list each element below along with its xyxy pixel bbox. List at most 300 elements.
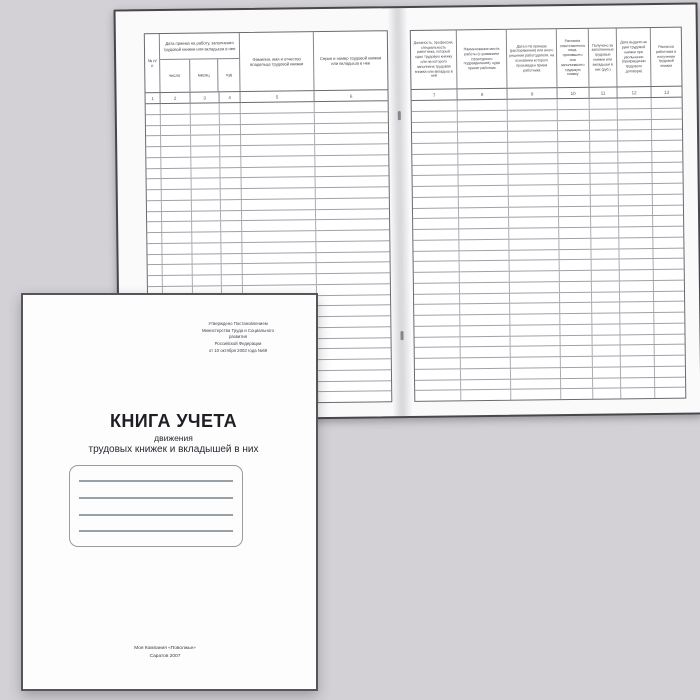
ledger-empty-cell — [147, 233, 162, 243]
ledger-empty-cell — [191, 136, 220, 146]
ledger-empty-cell — [461, 358, 511, 368]
ledger-empty-cell — [315, 123, 388, 134]
ledger-empty-cell — [461, 390, 511, 400]
ledger-empty-cell — [221, 254, 242, 264]
ledger-empty-cell — [220, 135, 241, 145]
ledger-empty-cell — [508, 153, 558, 163]
ledger-empty-cell — [460, 272, 510, 282]
approval-text — [193, 321, 283, 354]
ledger-empty-cell — [592, 303, 620, 313]
ledger-empty-cell — [560, 303, 592, 313]
ledger-empty-cell — [560, 314, 592, 324]
ledger-empty-cell — [315, 112, 388, 123]
ledger-empty-cell — [591, 195, 619, 205]
ledger-empty-cell — [162, 233, 192, 243]
ledger-empty-cell — [654, 259, 684, 269]
ledger-empty-cell — [412, 154, 458, 164]
ledger-empty-cell — [146, 169, 161, 179]
ledger-empty-cell — [653, 205, 683, 215]
ledger-empty-cell — [459, 207, 509, 217]
ledger-empty-cell — [222, 275, 243, 285]
ledger-empty-cell — [508, 142, 558, 152]
ledger-empty-cell — [511, 379, 561, 389]
ledger-empty-cell — [242, 220, 316, 231]
ledger-empty-cell — [654, 291, 684, 301]
ledger-empty-cell — [461, 379, 511, 389]
ledger-empty-cell — [618, 109, 652, 119]
ledger-empty-cell — [146, 158, 161, 168]
publisher-name: Моя Компания «Поволжье» — [134, 646, 196, 651]
ledger-empty-cell — [592, 324, 620, 334]
column-header-payment: Получено за заполненные трудовые книжки или вкладыши в них (руб.) — [589, 28, 618, 86]
ledger-empty-cell — [591, 174, 619, 184]
ledger-empty-cell — [221, 211, 242, 221]
ledger-empty-cell — [414, 283, 460, 293]
ledger-empty-cell — [655, 334, 685, 344]
ledger-empty-cell — [241, 102, 315, 113]
ledger-empty-cell — [316, 209, 389, 220]
ledger-empty-cell — [618, 98, 652, 108]
ledger-empty-cell — [509, 174, 559, 184]
column-group-date — [160, 33, 241, 92]
ledger-empty-cell — [621, 334, 655, 344]
ledger-empty-cell — [242, 199, 316, 210]
ledger-empty-cell — [620, 313, 654, 323]
ledger-empty-cell — [620, 270, 654, 280]
ledger-empty-cell — [147, 222, 162, 232]
ledger-empty-cell — [511, 357, 561, 367]
ledger-empty-cell — [621, 345, 655, 355]
ledger-empty-cell — [459, 175, 509, 185]
ledger-empty-cell — [619, 216, 653, 226]
cover-page — [21, 293, 318, 691]
ledger-empty-cell — [653, 194, 683, 204]
column-header-worker-signature: Расписка работника в получении трудовой книжки — [655, 44, 677, 69]
ledger-empty-cell — [415, 369, 461, 379]
ledger-empty-cell — [652, 108, 682, 118]
ledger-empty-cell — [415, 380, 461, 390]
ledger-empty-cell — [161, 168, 191, 178]
ledger-empty-cell — [191, 103, 220, 113]
cover-subtitle-2: трудовых книжек и вкладышей в них — [88, 444, 259, 455]
staple-icon — [400, 331, 403, 340]
ledger-empty-cell — [510, 293, 560, 303]
ledger-empty-cell — [653, 216, 683, 226]
ledger-empty-cell — [459, 197, 509, 207]
ledger-empty-cell — [508, 131, 558, 141]
ledger-empty-cell — [412, 100, 458, 110]
column-header-workplace: Наименование места работы (с указанием структурного подразделения), куда принят работник — [457, 30, 508, 89]
ledger-empty-cell — [593, 367, 621, 377]
ledger-empty-cell — [593, 389, 621, 399]
ledger-empty-cell — [655, 377, 685, 387]
org-fill-line — [79, 514, 233, 516]
ledger-empty-cell — [222, 264, 243, 274]
ledger-empty-cell — [593, 378, 621, 388]
ledger-empty-cell — [461, 336, 511, 346]
ledger-empty-cell — [510, 303, 560, 313]
ledger-empty-cell — [508, 110, 558, 120]
org-fill-line — [79, 530, 233, 532]
ledger-empty-cell — [459, 229, 509, 239]
ledger-empty-cell — [192, 179, 221, 189]
ledger-empty-cell — [618, 130, 652, 140]
ledger-empty-cell — [146, 126, 161, 136]
ledger-empty-cell — [161, 125, 191, 135]
ledger-empty-cell — [560, 260, 592, 270]
ledger-empty-cell — [558, 110, 590, 120]
ledger-empty-cell — [511, 346, 561, 356]
ledger-empty-cell — [316, 198, 389, 209]
ledger-empty-cell — [591, 227, 619, 237]
ledger-empty-cell — [458, 143, 508, 153]
ledger-empty-cell — [318, 338, 391, 349]
ledger-empty-cell — [652, 141, 682, 151]
ledger-empty-cell — [509, 207, 559, 217]
ledger-empty-cell — [618, 152, 652, 162]
ledger-empty-cell — [619, 238, 653, 248]
column-number: 9 — [508, 88, 558, 99]
ledger-empty-cell — [654, 323, 684, 333]
ledger-empty-cell — [654, 280, 684, 290]
ledger-empty-cell — [620, 281, 654, 291]
column-header-year: год — [225, 72, 232, 78]
ledger-empty-cell — [590, 163, 618, 173]
ledger-empty-cell — [316, 176, 389, 187]
ledger-empty-cell — [315, 144, 388, 155]
ledger-empty-cell — [619, 206, 653, 216]
ledger-empty-cell — [317, 316, 390, 327]
ledger-empty-cell — [316, 230, 389, 241]
column-number: 4 — [220, 92, 241, 102]
ledger-empty-cell — [593, 335, 621, 345]
column-header-position: Должность, профессия, специальность работника, который сдал трудовую книжку или на которого заполнена трудовая книжка или вкладыш в ней — [411, 30, 458, 89]
column-number: 1 — [146, 93, 161, 103]
ledger-empty-cell — [590, 141, 618, 151]
ledger-empty-cell — [415, 337, 461, 347]
ledger-empty-cell — [460, 304, 510, 314]
cover-title: КНИГА УЧЕТА — [109, 411, 238, 431]
column-header-month: месяц — [190, 59, 219, 91]
ledger-empty-cell — [242, 231, 316, 242]
ledger-empty-cell — [243, 274, 317, 285]
ledger-empty-cell — [592, 260, 620, 270]
ledger-empty-cell — [559, 185, 591, 195]
ledger-empty-cell — [193, 265, 222, 275]
ledger-empty-cell — [221, 189, 242, 199]
ledger-empty-cell — [147, 179, 162, 189]
ledger-empty-cell — [510, 260, 560, 270]
ledger-empty-cell — [655, 366, 685, 376]
ledger-empty-cell — [161, 114, 191, 124]
ledger-empty-cell — [558, 142, 590, 152]
ledger-empty-cell — [619, 173, 653, 183]
ledger-empty-cell — [559, 228, 591, 238]
ledger-empty-cell — [509, 196, 559, 206]
ledger-empty-cell — [412, 143, 458, 153]
ledger-empty-cell — [315, 133, 388, 144]
ledger-empty-row — [415, 388, 685, 401]
ledger-empty-cell — [460, 315, 510, 325]
ledger-empty-cell — [560, 292, 592, 302]
date-subcolumns — [160, 59, 239, 92]
ledger-empty-cell — [508, 164, 558, 174]
column-number: 7 — [412, 89, 458, 100]
ledger-empty-cell — [561, 389, 593, 399]
ledger-empty-cell — [511, 368, 561, 378]
ledger-empty-cell — [460, 293, 510, 303]
ledger-empty-cell — [618, 120, 652, 130]
ledger-empty-cell — [414, 315, 460, 325]
ledger-empty-cell — [458, 164, 508, 174]
ledger-empty-cell — [458, 132, 508, 142]
ledger-empty-cell — [561, 335, 593, 345]
ledger-empty-cell — [147, 244, 162, 254]
ledger-empty-cell — [509, 250, 559, 260]
ledger-empty-cell — [413, 229, 459, 239]
ledger-empty-cell — [590, 131, 618, 141]
ledger-empty-cell — [318, 381, 391, 392]
ledger-empty-cell — [161, 104, 191, 114]
ledger-empty-cell — [460, 326, 510, 336]
ledger-empty-cell — [509, 228, 559, 238]
ledger-empty-cell — [414, 326, 460, 336]
ledger-empty-cell — [146, 147, 161, 157]
ledger-empty-cell — [413, 240, 459, 250]
ledger-empty-cell — [508, 99, 558, 109]
ledger-empty-cell — [461, 347, 511, 357]
ledger-empty-cell — [161, 157, 191, 167]
book-spine — [388, 8, 413, 416]
ledger-empty-cell — [147, 201, 162, 211]
ledger-empty-cell — [220, 168, 241, 178]
ledger-empty-cell — [315, 166, 388, 177]
ledger-empty-cell — [413, 251, 459, 261]
ledger-empty-cell — [561, 378, 593, 388]
ledger-empty-cell — [146, 104, 161, 114]
ledger-empty-cell — [191, 114, 220, 124]
ledger-empty-cell — [559, 206, 591, 216]
ledger-empty-cell — [147, 190, 162, 200]
ledger-empty-cell — [511, 336, 561, 346]
ledger-empty-cell — [591, 249, 619, 259]
ledger-empty-cell — [192, 254, 221, 264]
org-fill-line — [79, 480, 233, 482]
ledger-empty-cell — [592, 270, 620, 280]
ledger-empty-cell — [413, 219, 459, 229]
ledger-empty-cell — [162, 200, 192, 210]
ledger-empty-cell — [162, 179, 192, 189]
ledger-empty-cell — [508, 121, 558, 131]
ledger-empty-cell — [510, 271, 560, 281]
ledger-empty-cell — [415, 358, 461, 368]
ledger-empty-cell — [414, 272, 460, 282]
ledger-empty-cell — [559, 239, 591, 249]
ledger-empty-cell — [591, 184, 619, 194]
column-header-npp: № п/п — [145, 34, 161, 92]
ledger-empty-cell — [242, 177, 316, 188]
ledger-empty-cell — [318, 359, 391, 370]
ledger-empty-cell — [413, 208, 459, 218]
ledger-empty-cell — [192, 189, 221, 199]
ledger-empty-cell — [221, 243, 242, 253]
ledger-empty-cell — [620, 259, 654, 269]
ledger-empty-cell — [220, 125, 241, 135]
ledger-empty-cell — [241, 124, 315, 135]
ledger-empty-cell — [655, 356, 685, 366]
ledger-empty-cell — [162, 243, 192, 253]
ledger-empty-cell — [510, 325, 560, 335]
column-number: 3 — [191, 92, 220, 102]
ledger-empty-cell — [221, 232, 242, 242]
ledger-empty-cell — [591, 206, 619, 216]
right-table-header — [411, 28, 682, 90]
ledger-empty-cell — [590, 98, 618, 108]
organization-name-box — [69, 465, 243, 547]
staple-icon — [398, 111, 401, 120]
ledger-empty-cell — [510, 314, 560, 324]
ledger-empty-cell — [146, 136, 161, 146]
ledger-empty-cell — [242, 253, 316, 264]
ledger-empty-cell — [461, 369, 511, 379]
ledger-empty-cell — [241, 167, 315, 178]
ledger-empty-cell — [163, 254, 193, 264]
ledger-empty-cell — [590, 109, 618, 119]
ledger-empty-cell — [619, 227, 653, 237]
ledger-empty-cell — [221, 200, 242, 210]
publisher-city-year: Саратов 2007 — [149, 654, 181, 660]
ledger-empty-cell — [619, 249, 653, 259]
ledger-empty-cell — [620, 292, 654, 302]
ledger-empty-cell — [653, 173, 683, 183]
ledger-empty-cell — [558, 99, 590, 109]
ledger-empty-cell — [459, 218, 509, 228]
ledger-empty-cell — [317, 305, 390, 316]
ledger-empty-cell — [317, 273, 390, 284]
ledger-empty-cell — [191, 146, 220, 156]
ledger-empty-cell — [652, 98, 682, 108]
column-group-date-label: Дата приема на работу, заполнения трудовой книжки или вкладыша в нее — [160, 33, 239, 60]
approval-line: от 10 октября 2003 года №69 — [208, 347, 268, 353]
ledger-empty-cell — [621, 367, 655, 377]
ledger-empty-cell — [191, 168, 220, 178]
ledger-empty-cell — [414, 305, 460, 315]
ledger-empty-cell — [192, 232, 221, 242]
column-number: 10 — [557, 88, 589, 98]
ledger-empty-cell — [559, 217, 591, 227]
ledger-empty-cell — [621, 356, 655, 366]
ledger-empty-cell — [620, 324, 654, 334]
ledger-empty-cell — [561, 346, 593, 356]
ledger-empty-cell — [412, 165, 458, 175]
ledger-empty-cell — [412, 111, 458, 121]
ledger-empty-cell — [162, 211, 192, 221]
ledger-empty-cell — [220, 157, 241, 167]
ledger-empty-cell — [558, 163, 590, 173]
approval-line: Министерства Труда и Социального развития — [201, 327, 275, 340]
ledger-empty-cell — [619, 184, 653, 194]
ledger-empty-cell — [148, 276, 163, 286]
ledger-empty-cell — [459, 250, 509, 260]
ledger-empty-cell — [652, 151, 682, 161]
ledger-empty-cell — [146, 115, 161, 125]
ledger-empty-cell — [241, 113, 315, 124]
ledger-empty-cell — [221, 221, 242, 231]
ledger-empty-cell — [317, 284, 390, 295]
ledger-empty-cell — [592, 313, 620, 323]
ledger-empty-cell — [241, 145, 315, 156]
ledger-empty-cell — [592, 281, 620, 291]
right-page-body — [412, 98, 686, 401]
ledger-empty-cell — [591, 238, 619, 248]
org-fill-line — [79, 497, 233, 499]
ledger-empty-cell — [559, 249, 591, 259]
ledger-empty-cell — [191, 125, 220, 135]
ledger-empty-cell — [316, 252, 389, 263]
ledger-empty-cell — [242, 210, 316, 221]
ledger-empty-cell — [318, 391, 391, 402]
column-number: 8 — [458, 89, 508, 100]
ledger-empty-cell — [509, 239, 559, 249]
ledger-empty-cell — [559, 174, 591, 184]
ledger-empty-cell — [241, 134, 315, 145]
ledger-empty-cell — [162, 222, 192, 232]
column-header-owner-name: Фамилия, имя и отчество владельца трудовой книжки — [240, 32, 315, 91]
ledger-empty-cell — [559, 196, 591, 206]
column-header-day: число — [160, 60, 190, 92]
ledger-empty-cell — [163, 265, 193, 275]
ledger-empty-cell — [148, 255, 163, 265]
ledger-empty-cell — [415, 348, 461, 358]
ledger-empty-cell — [558, 153, 590, 163]
ledger-empty-cell — [652, 130, 682, 140]
ledger-empty-cell — [318, 370, 391, 381]
ledger-empty-cell — [192, 243, 221, 253]
ledger-empty-cell — [621, 388, 655, 398]
ledger-empty-cell — [460, 261, 510, 271]
ledger-empty-cell — [315, 155, 388, 166]
ledger-empty-cell — [192, 222, 221, 232]
ledger-empty-cell — [561, 357, 593, 367]
right-ledger-table — [410, 27, 687, 402]
ledger-empty-cell — [414, 262, 460, 272]
column-header-order: Дата и № приказа (распоряжения) или иного решения работодателя, на основании которого произведен прием работника — [507, 29, 558, 88]
ledger-empty-cell — [317, 295, 390, 306]
ledger-empty-cell — [458, 100, 508, 110]
ledger-empty-cell — [192, 211, 221, 221]
ledger-empty-cell — [619, 195, 653, 205]
ledger-empty-cell — [220, 103, 241, 113]
ledger-empty-cell — [621, 377, 655, 387]
ledger-empty-cell — [162, 190, 192, 200]
ledger-empty-cell — [593, 346, 621, 356]
ledger-empty-cell — [653, 184, 683, 194]
ledger-empty-cell — [458, 154, 508, 164]
ledger-empty-cell — [652, 119, 682, 129]
ledger-empty-cell — [511, 389, 561, 399]
ledger-empty-cell — [241, 156, 315, 167]
ledger-empty-cell — [242, 188, 316, 199]
ledger-empty-cell — [510, 282, 560, 292]
ledger-empty-cell — [243, 263, 317, 274]
ledger-empty-cell — [654, 270, 684, 280]
ledger-empty-cell — [317, 262, 390, 273]
ledger-empty-cell — [147, 212, 162, 222]
column-number: 13 — [664, 89, 670, 95]
ledger-empty-cell — [460, 283, 510, 293]
ledger-empty-cell — [590, 152, 618, 162]
ledger-empty-cell — [592, 292, 620, 302]
